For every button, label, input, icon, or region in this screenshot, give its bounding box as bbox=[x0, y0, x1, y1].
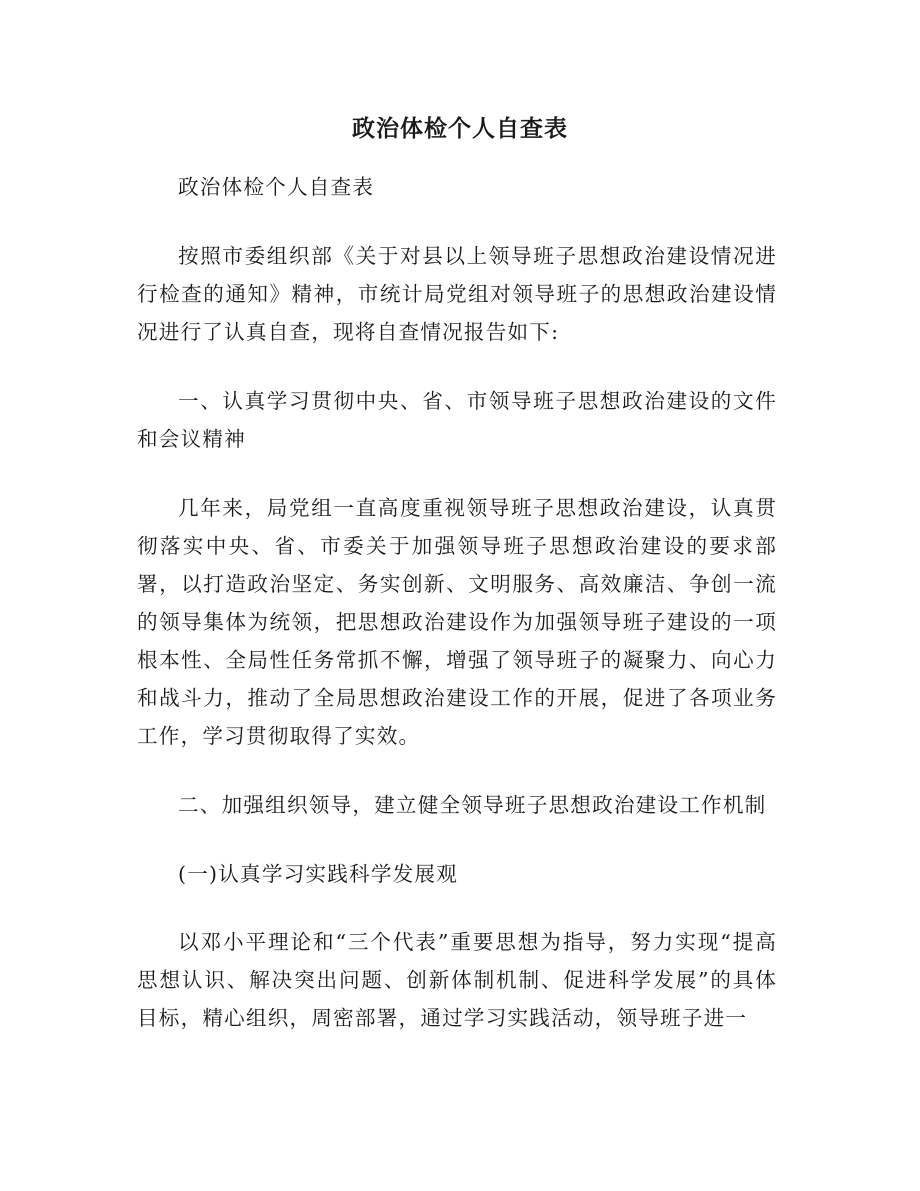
subsection-heading-1: (一)认真学习实践科学发展观 bbox=[178, 862, 458, 886]
section-heading-2: 二、加强组织领导，建立健全领导班子思想政治建设工作机制 bbox=[178, 793, 767, 817]
paragraph-subtitle: 政治体检个人自查表 bbox=[178, 175, 375, 199]
paragraph-subsection-1: 以邓小平理论和“三个代表”重要思想为指导，努力实现“提高思想认识、解决突出问题、创新体制机制、促进科学发展”的具体目标，精心组织，周密部署，通过学习实践活动，领导班子进一 bbox=[137, 930, 777, 1030]
document-title: 政治体检个人自查表 bbox=[352, 115, 568, 142]
paragraph-intro: 按照市委组织部《关于对县以上领导班子思想政治建设情况进行检查的通知》精神，市统计局党组对领导班子的思想政治建设情况进行了认真自查，现将自查情况报告如下: bbox=[137, 244, 777, 344]
section-heading-1: 一、认真学习贯彻中央、省、市领导班子思想政治建设的文件和会议精神 bbox=[137, 389, 777, 451]
document-body bbox=[137, 168, 777, 1068]
paragraph-section-1: 几年来，局党组一直高度重视领导班子思想政治建设，认真贯彻落实中央、省、市委关于加强领导班子思想政治建设的要求部署，以打造政治坚定、务实创新、文明服务、高效廉洁、争创一流的领导集体为统领，把思想政治建设作为加强领导班子建设的一项根本性、全局性任务常抓不懈，增强了领导班子的凝聚力、向心力和战斗力，推动了全局思想政治建设工作的开展，促进了各项业务工作，学习贯彻取得了实效。 bbox=[137, 496, 777, 748]
